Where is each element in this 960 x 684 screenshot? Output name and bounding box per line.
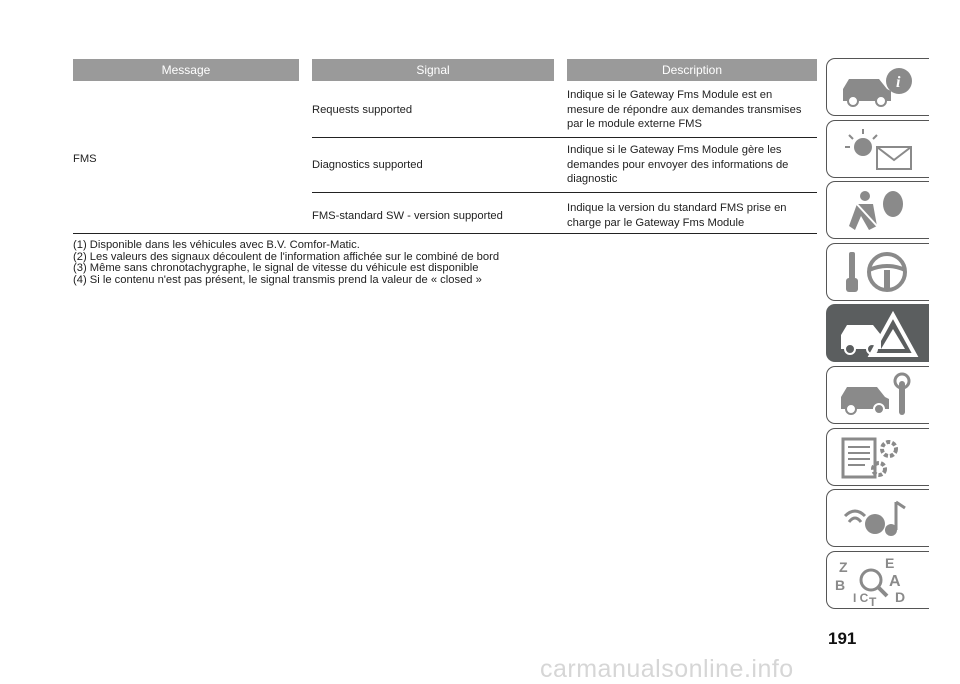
- airbag-seatbelt-icon: [835, 186, 921, 236]
- table-bottom-rule: [73, 233, 817, 234]
- tab-warning-lights-messages[interactable]: [826, 120, 929, 178]
- row-divider: [312, 137, 817, 138]
- signal-fms-standard-version: FMS-standard SW - version supported: [312, 210, 503, 222]
- tab-maintenance[interactable]: [826, 366, 929, 424]
- svg-text:i: i: [896, 74, 901, 91]
- tab-car-info[interactable]: [826, 58, 929, 116]
- footnote: (4) Si le contenu n'est pas présent, le signal transmis prend la valeur de « closed »: [73, 273, 482, 286]
- description-requests-supported: Indique si le Gateway Fms Module est en mesure de répondre aux demandes transmises par le module externe FMS: [567, 89, 802, 131]
- warning-light-message-icon: [835, 125, 921, 175]
- tab-multimedia[interactable]: [826, 489, 929, 547]
- tab-index[interactable]: [826, 551, 929, 609]
- multimedia-icon: [835, 494, 921, 544]
- svg-text:D: D: [895, 589, 906, 605]
- svg-text:T: T: [869, 595, 877, 606]
- tab-starting-driving[interactable]: [826, 243, 929, 301]
- svg-text:E: E: [885, 556, 895, 571]
- emergency-warning-icon: [835, 309, 921, 359]
- svg-text:Z: Z: [839, 559, 848, 575]
- watermark: carmanualsonline.info: [540, 655, 794, 683]
- header-description: Description: [567, 59, 817, 81]
- tab-technical-data[interactable]: [826, 428, 929, 486]
- footnote: (3) Même sans chronotachygraphe, le signal de vitesse du véhicule est disponible: [73, 262, 479, 275]
- signal-requests-supported: Requests supported: [312, 104, 413, 116]
- key-steering-wheel-icon: [835, 248, 921, 298]
- row-divider: [312, 192, 817, 193]
- tab-safety[interactable]: [826, 181, 929, 239]
- svg-text:A: A: [889, 573, 901, 590]
- description-fms-standard-version: Indique la version du standard FMS prise en charge par le Gateway Fms Module: [567, 202, 787, 229]
- tab-emergency[interactable]: [826, 304, 929, 362]
- svg-text:I C: I C: [853, 591, 869, 605]
- footnotes: [73, 240, 499, 286]
- footnote: (1) Disponible dans les véhicules avec B.V. Comfor-Matic.: [73, 239, 360, 251]
- car-maintenance-icon: [835, 371, 921, 421]
- header-message: Message: [73, 59, 299, 81]
- description-diagnostics-supported: Indique si le Gateway Fms Module gère les demandes pour envoyer des informations de diagnostic: [567, 144, 789, 186]
- footnote: (2) Les valeurs des signaux découlent de l'information affichée sur le combiné de bord: [73, 250, 500, 263]
- header-signal: Signal: [312, 59, 554, 81]
- signal-diagnostics-supported: Diagnostics supported: [312, 159, 423, 171]
- message-fms: FMS: [73, 153, 97, 165]
- technical-data-icon: [835, 433, 921, 483]
- page-number: 191: [828, 629, 857, 648]
- svg-text:B: B: [835, 577, 846, 593]
- alphabetical-index-icon: [835, 556, 921, 606]
- car-info-icon: [835, 63, 921, 113]
